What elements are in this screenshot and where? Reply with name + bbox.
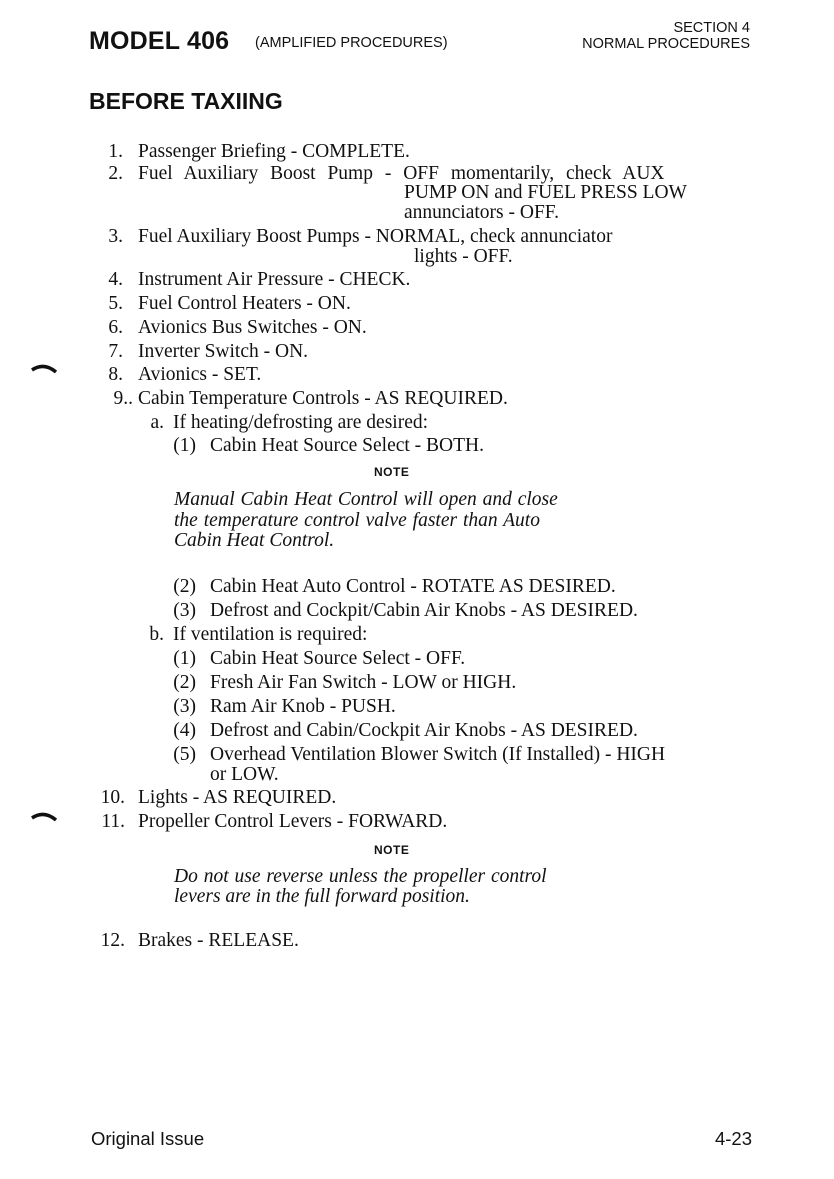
note-label: NOTE <box>374 843 410 857</box>
page-number: 4-23 <box>714 1128 752 1149</box>
step-number: (3) <box>173 696 196 717</box>
step-number: a. <box>150 412 164 433</box>
step-number: 9.. <box>113 388 133 409</box>
step-text: Defrost and Cockpit/Cabin Air Knobs - AS DESIRED. <box>210 600 638 621</box>
note-text: the temperature control valve faster than Auto <box>174 510 540 531</box>
model-title: MODEL 406 <box>89 27 230 55</box>
step-number: 4. <box>108 269 123 290</box>
note-text: Cabin Heat Control. <box>174 530 335 551</box>
step-text: Fresh Air Fan Switch - LOW or HIGH. <box>210 672 517 693</box>
step-number: 11. <box>101 811 125 832</box>
step-3-cont: lights - OFF. <box>414 246 513 267</box>
step-text: Overhead Ventilation Blower Switch (If Installed) - HIGH <box>210 744 666 765</box>
step-text: Fuel Control Heaters - ON. <box>138 293 351 314</box>
step-text: If ventilation is required: <box>173 624 368 645</box>
page-heading: BEFORE TAXIING <box>89 88 283 114</box>
step-text: Avionics - SET. <box>138 364 262 385</box>
step-text: Brakes - RELEASE. <box>138 930 299 951</box>
step-number: 8. <box>108 364 123 385</box>
step-text: Cabin Temperature Controls - AS REQUIRED. <box>138 388 508 409</box>
step-number: 10. <box>100 787 125 808</box>
step-number: (5) <box>173 744 196 765</box>
step-2-cont: annunciators - OFF. <box>404 202 559 223</box>
step-number: (2) <box>173 576 196 597</box>
step-number: 12. <box>100 930 125 951</box>
step-number: 7. <box>108 341 123 362</box>
step-text: Cabin Heat Auto Control - ROTATE AS DESIRED. <box>210 576 616 597</box>
step-number: 2. <box>108 163 123 184</box>
step-text: Ram Air Knob - PUSH. <box>210 696 396 717</box>
step-number: 6. <box>108 317 123 338</box>
step-text: Passenger Briefing - COMPLETE. <box>138 141 410 162</box>
step-text: Lights - AS REQUIRED. <box>138 787 337 808</box>
note-label: NOTE <box>374 465 410 479</box>
step-text: Inverter Switch - ON. <box>138 341 309 362</box>
step-text: Cabin Heat Source Select - OFF. <box>210 648 466 669</box>
step-number: (3) <box>173 600 196 621</box>
step-text: Fuel Auxiliary Boost Pump - OFF momentarily, check AUX <box>138 163 665 184</box>
footer-issue: Original Issue <box>91 1128 205 1149</box>
step-number: b. <box>149 624 164 645</box>
note-text: levers are in the full forward position. <box>174 886 470 907</box>
step-text: Avionics Bus Switches - ON. <box>138 317 367 338</box>
section-title: NORMAL PROCEDURES <box>582 36 750 52</box>
step-number: 3. <box>108 226 123 247</box>
step-number: 1. <box>108 141 123 162</box>
step-number: 5. <box>108 293 123 314</box>
step-text: Propeller Control Levers - FORWARD. <box>138 811 448 832</box>
step-9b5-cont: or LOW. <box>210 764 279 785</box>
step-text: Defrost and Cabin/Cockpit Air Knobs - AS DESIRED. <box>210 720 638 741</box>
step-number: (2) <box>173 672 196 693</box>
note-text: Manual Cabin Heat Control will open and close <box>174 489 558 510</box>
change-bar-icon <box>30 808 60 824</box>
step-number: (4) <box>173 720 196 741</box>
change-bar-icon <box>30 360 60 376</box>
step-number: (1) <box>173 648 196 669</box>
step-2-cont: PUMP ON and FUEL PRESS LOW <box>404 182 687 203</box>
note-text: Do not use reverse unless the propeller control <box>174 866 547 887</box>
subtitle: (AMPLIFIED PROCEDURES) <box>255 35 448 51</box>
section-number: SECTION 4 <box>673 20 750 36</box>
step-text: Cabin Heat Source Select - BOTH. <box>210 435 485 456</box>
step-text: Fuel Auxiliary Boost Pumps - NORMAL, check annunciator <box>138 226 613 247</box>
step-text: If heating/defrosting are desired: <box>173 412 429 433</box>
step-number: (1) <box>173 435 196 456</box>
section-header <box>582 20 750 52</box>
step-text: Instrument Air Pressure - CHECK. <box>138 269 411 290</box>
